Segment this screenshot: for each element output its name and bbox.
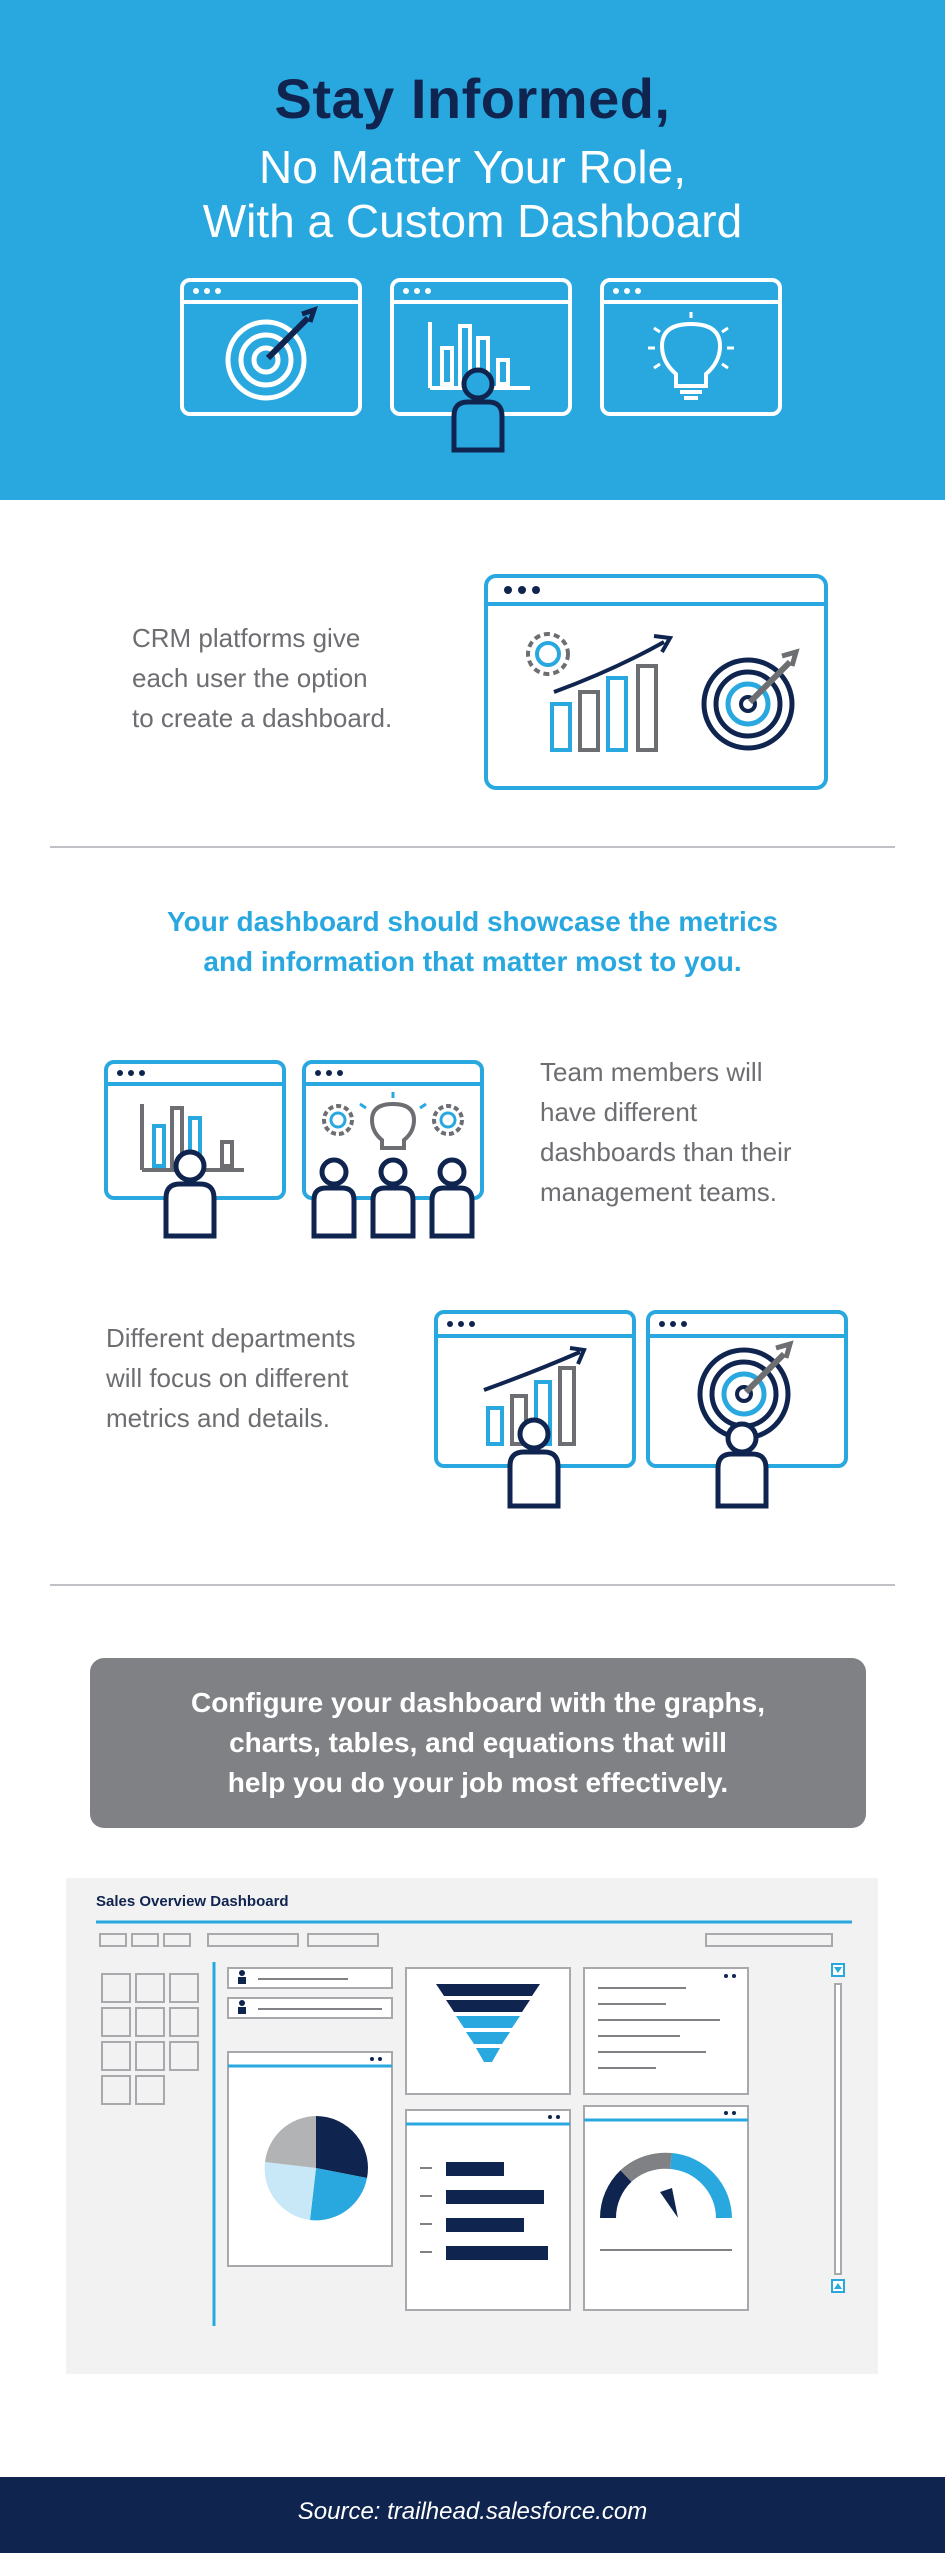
department-target-dashboard-icon — [646, 1310, 848, 1510]
team-text-line: have different — [540, 1097, 698, 1127]
team-text-line: management teams. — [540, 1177, 778, 1207]
callout-line: charts, tables, and equations that will — [229, 1727, 727, 1758]
dept-text-line: Different departments — [106, 1323, 356, 1353]
bar-chart-icon — [406, 2110, 570, 2310]
crm-text-line: each user the option — [132, 663, 368, 693]
hero-lightbulb-window-icon — [600, 278, 782, 416]
callout-line: help you do your job most effectively. — [227, 1767, 729, 1798]
hero-title-line3: With a Custom Dashboard — [202, 195, 743, 247]
team-text — [540, 1052, 792, 1212]
section-divider — [50, 846, 895, 848]
hero-title-line1: Stay Informed, — [274, 67, 671, 130]
configure-callout — [90, 1658, 866, 1828]
dept-text — [106, 1318, 356, 1438]
crm-text-line: to create a dashboard. — [132, 703, 393, 733]
left-grid — [102, 1974, 198, 2104]
team-text-line: dashboards than their — [540, 1137, 792, 1167]
highlight-line2: and information that matter most to you. — [203, 946, 742, 977]
footer-source: Source: trailhead.salesforce.com — [297, 2498, 648, 2525]
dashboard-mockup-title: Sales Overview Dashboard — [96, 1893, 289, 1910]
gauge-icon — [584, 2106, 748, 2310]
team-member-dashboard-icon — [104, 1060, 286, 1240]
dashboard-mockup-illustration — [66, 1878, 878, 2374]
pie-chart-icon — [228, 2052, 392, 2266]
section-divider — [50, 1584, 895, 1586]
highlight-line1: Your dashboard should showcase the metrics — [167, 906, 778, 937]
hero-bar-chart-person-icon — [390, 278, 572, 454]
crm-text — [132, 618, 392, 738]
funnel-icon — [406, 1968, 570, 2094]
dept-text-line: metrics and details. — [106, 1403, 330, 1433]
crm-dashboard-window-icon — [484, 574, 828, 790]
scrollbar — [832, 1964, 844, 2292]
dept-text-line: will focus on different — [106, 1363, 349, 1393]
hero-title-line2: No Matter Your Role, — [258, 141, 686, 193]
management-team-dashboard-icon — [302, 1060, 484, 1240]
team-text-line: Team members will — [540, 1057, 763, 1087]
user-list — [228, 1968, 392, 2018]
callout-line: Configure your dashboard with the graphs, — [190, 1687, 766, 1718]
department-growth-dashboard-icon — [434, 1310, 636, 1510]
hero-target-window-icon — [180, 278, 362, 416]
text-list-panel — [584, 1968, 748, 2094]
crm-text-line: CRM platforms give — [132, 623, 361, 653]
